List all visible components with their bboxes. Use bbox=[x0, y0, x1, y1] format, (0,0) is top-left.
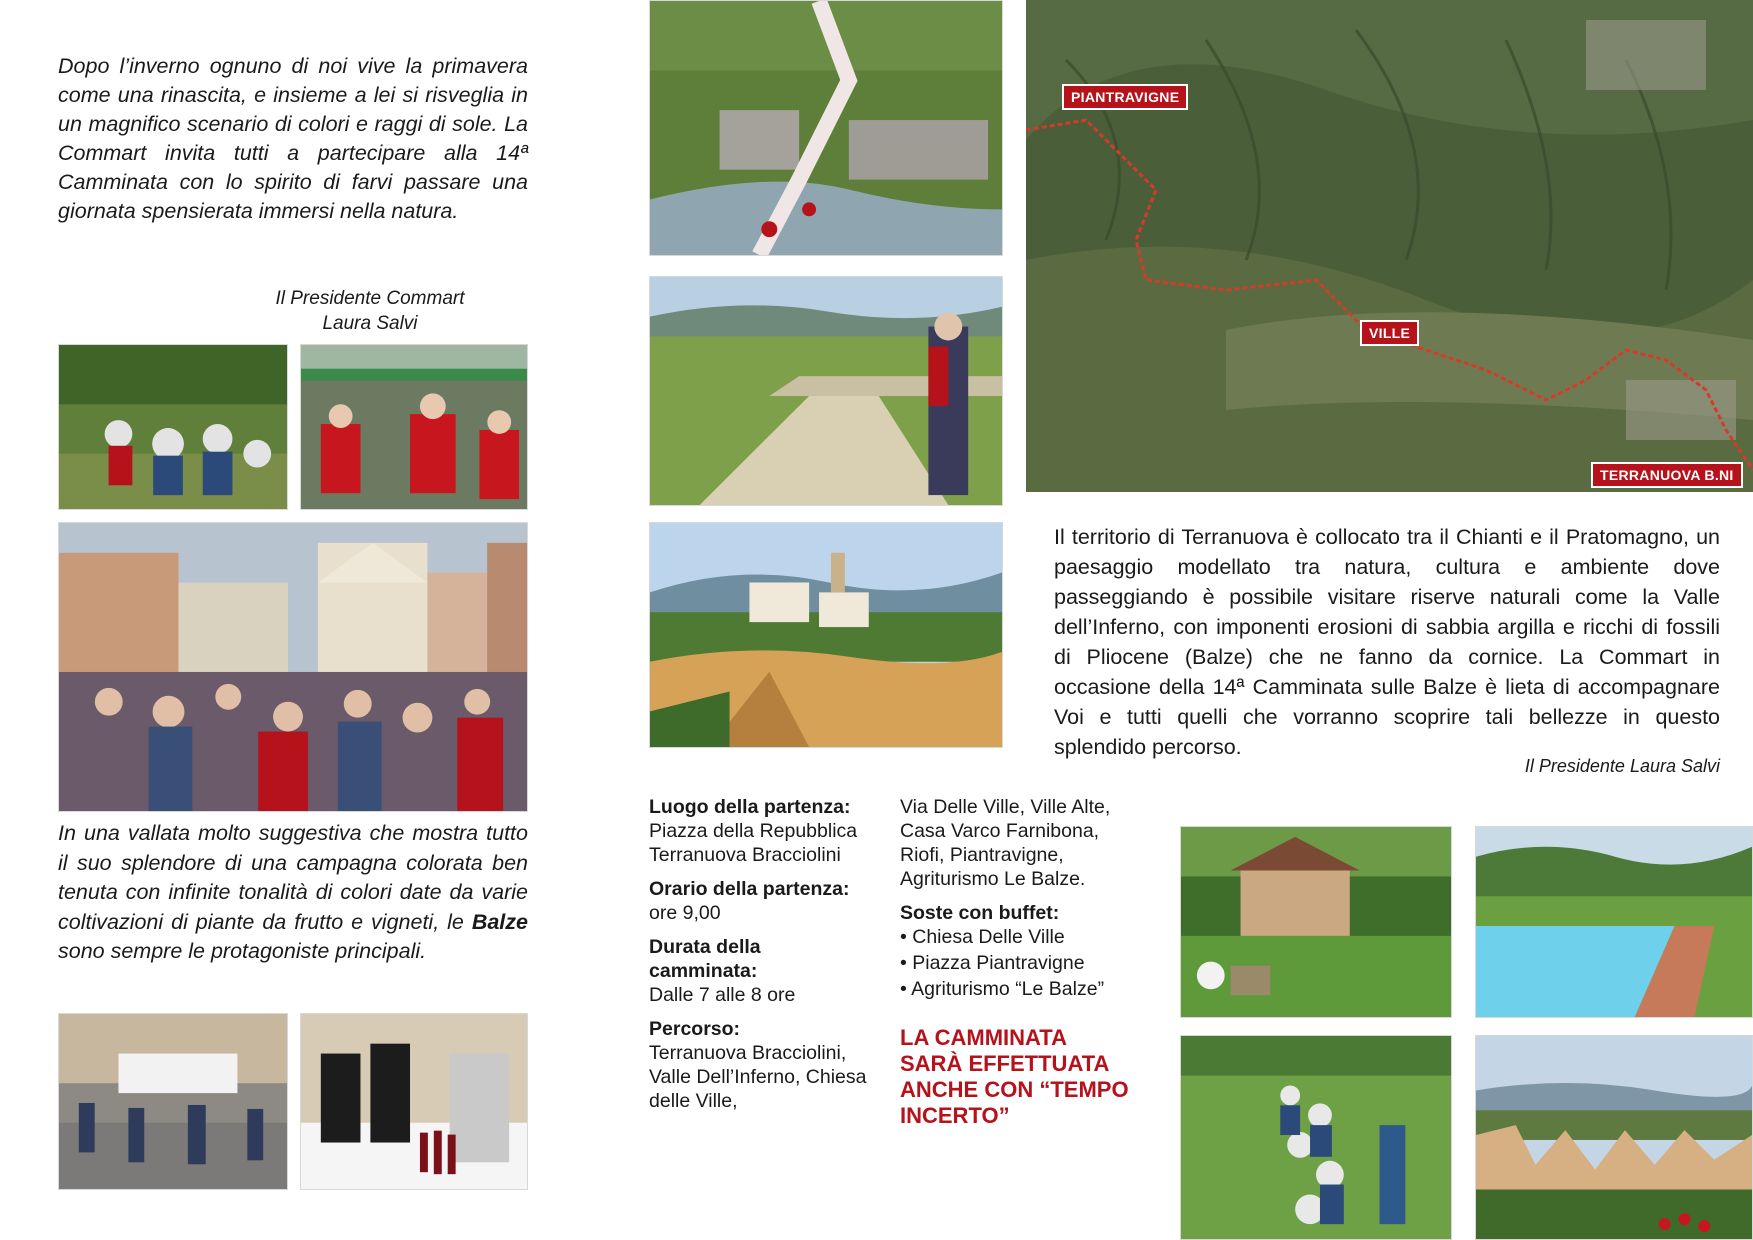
valley-paragraph bbox=[58, 819, 528, 967]
duration-value: Dalle 7 alle 8 ore bbox=[649, 984, 796, 1006]
route-label: Percorso: bbox=[649, 1018, 741, 1040]
start-time-value: ore 9,00 bbox=[649, 902, 721, 924]
photo-country-path bbox=[649, 276, 1003, 506]
territory-signature: Il Presidente Laura Salvi bbox=[1524, 756, 1720, 776]
duration-label: Durata della camminata: bbox=[649, 936, 761, 982]
map-label-middle: VILLE bbox=[1360, 320, 1419, 346]
map-label-end: TERRANUOVA B.NI bbox=[1591, 462, 1743, 488]
start-place-value: Piazza della Repubblica Terranuova Bracciolini bbox=[649, 820, 858, 866]
valley-text-end: sono sempre le protagoniste principali. bbox=[58, 939, 427, 963]
photo-street-crowd bbox=[58, 1013, 288, 1190]
aerial-route-map bbox=[1026, 0, 1753, 492]
photo-farmhouse-garden bbox=[1180, 826, 1452, 1018]
stop-item: • Agriturismo “Le Balze” bbox=[900, 978, 1105, 1000]
photo-hikers-meadow bbox=[1180, 1035, 1452, 1240]
weather-notice: LA CAMMINATA SARÀ EFFETTUATA ANCHE CON “TEMPO INCERTO” bbox=[900, 1025, 1129, 1128]
photo-walkers-vineyard bbox=[58, 344, 288, 510]
signature-name: Laura Salvi bbox=[322, 313, 418, 334]
intro-signature bbox=[250, 286, 490, 336]
valley-text-start: In una vallata molto suggestiva che mostra tutto il suo splendore di una campagna colorata ben tenuta con infinite tonalità di colori date da varie coltivazioni di piante da frutto e vigneti, le bbox=[58, 821, 528, 934]
photo-stream-crossing bbox=[649, 0, 1003, 256]
photo-balze-cliffs bbox=[1475, 1035, 1753, 1240]
start-time-label: Orario della partenza: bbox=[649, 878, 850, 900]
photo-hill-village bbox=[649, 522, 1003, 748]
stops-list bbox=[900, 925, 1140, 1001]
photo-refreshment-stand bbox=[300, 344, 528, 510]
info-column-right bbox=[900, 795, 1140, 1129]
stops-label: Soste con buffet: bbox=[900, 902, 1060, 924]
photo-swimming-pool bbox=[1475, 826, 1753, 1018]
stop-item: • Chiesa Delle Ville bbox=[900, 926, 1065, 948]
start-place-label: Luogo della partenza: bbox=[649, 796, 851, 818]
intro-paragraph: Dopo l’inverno ognuno di noi vive la primavera come una rinascita, e insieme a lei si risveglia in un magnifico scenario di colori e raggi di sole. La Commart invita tutti a partecipare alla 14ª Camminata con lo spirito di farvi passare una giornata spensierata immersi nella natura. bbox=[58, 54, 528, 223]
balze-highlight: Balze bbox=[471, 909, 528, 934]
route-value-start: Terranuova Bracciolini, Valle Dell’Inferno, Chiesa delle Ville, bbox=[649, 1042, 867, 1112]
stop-item: • Piazza Piantravigne bbox=[900, 952, 1085, 974]
map-label-start: PIANTRAVIGNE bbox=[1062, 84, 1188, 110]
info-column-left bbox=[649, 795, 874, 1113]
route-value-continued: Via Delle Ville, Ville Alte, Casa Varco Farnibona, Riofi, Piantravigne, Agriturismo Le Balze. bbox=[900, 796, 1111, 890]
photo-town-square-crowd bbox=[58, 522, 528, 812]
territory-paragraph: Il territorio di Terranuova è collocato tra il Chianti e il Pratomagno, un paesaggio modellato tra natura, cultura e ambiente dove passeggiando è possibile visitare riserve naturali come la Valle dell’Inferno, con imponenti erosioni di sabbia argilla e ricchi di fossili di Pliocene (Balze) che ne fanno da cornice. La Commart in occasione della 14ª Camminata sulle Balze è lieta di accompagnare Voi e tutti quelli che vorranno scoprire tali bellezze in questo splendido percorso. bbox=[1054, 525, 1720, 759]
signature-role: Il Presidente Commart bbox=[275, 288, 465, 309]
photo-wine-tasting bbox=[300, 1013, 528, 1190]
